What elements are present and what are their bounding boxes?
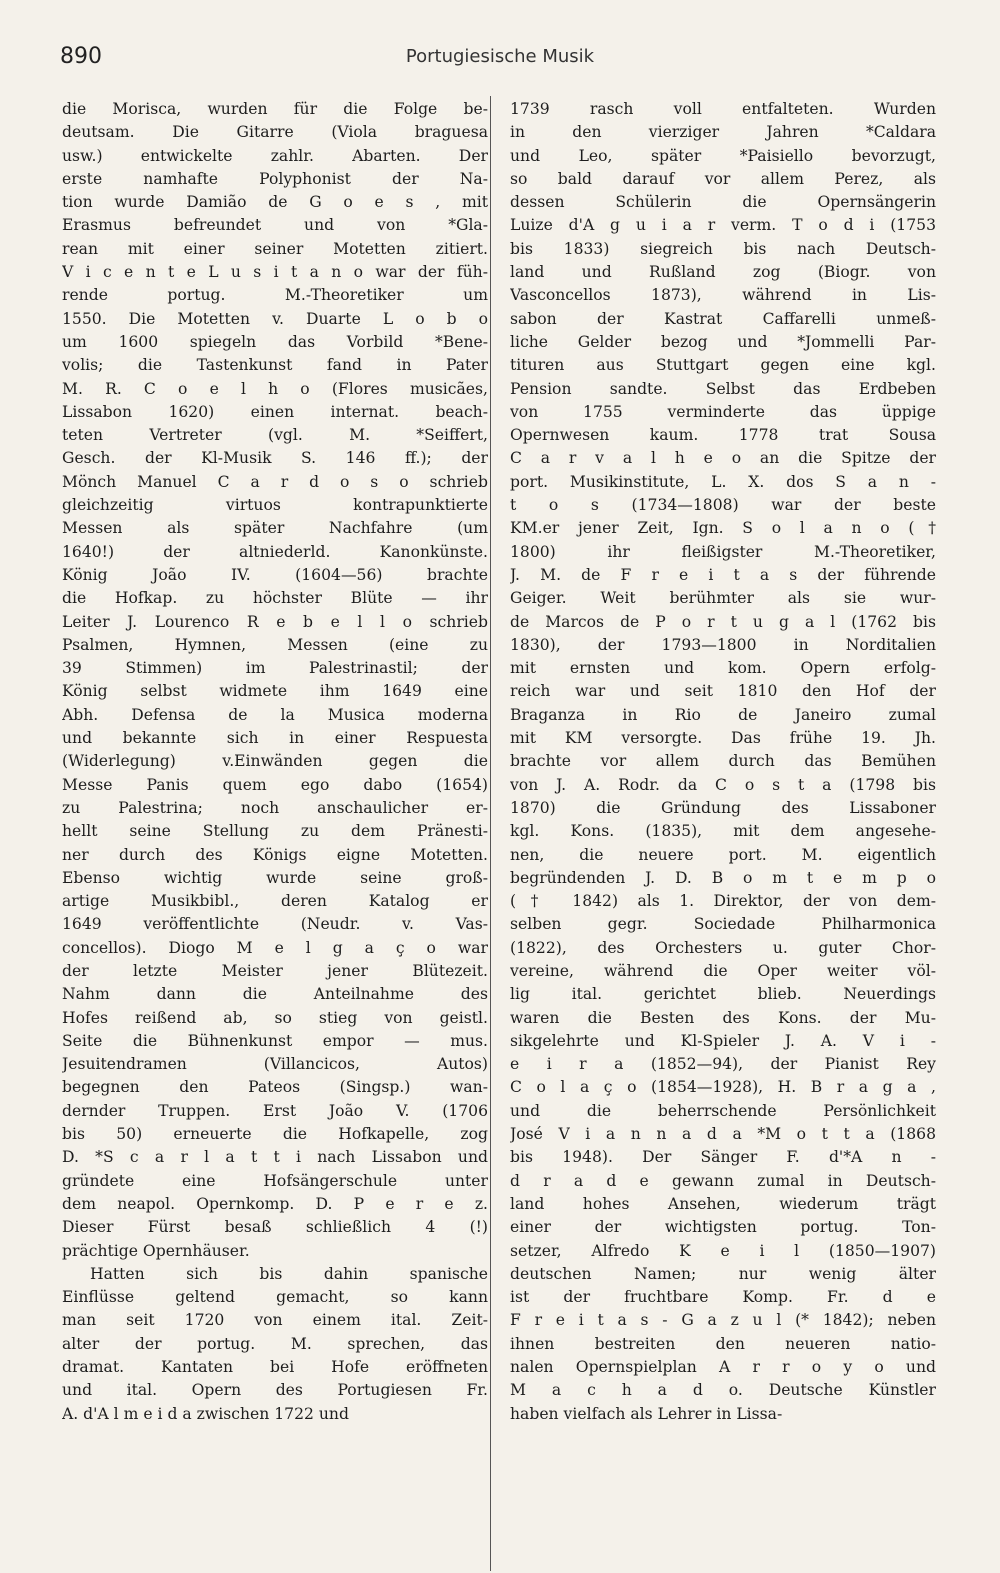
text-line: nalen Opernspielplan A r r o y o und: [510, 1358, 936, 1377]
text-line: brachte vor allem durch das Bemühen: [510, 752, 936, 771]
text-line: (1822), des Orchesters u. guter Chor-: [510, 938, 936, 957]
page-number: 890: [60, 44, 102, 69]
text-line: liche Gelder bezog und *Jommelli Par-: [510, 332, 936, 351]
text-line: († 1842) als 1. Direktor, der von dem-: [510, 892, 936, 911]
text-line: Gesch. der Kl-Musik S. 146 ff.); der: [62, 449, 488, 468]
text-line: 1640!) der altniederld. Kanonkünste.: [62, 542, 488, 561]
text-line: und ital. Opern des Portugiesen Fr.: [62, 1381, 488, 1400]
text-line: von J. A. Rodr. da C o s t a (1798 bis: [510, 775, 936, 794]
text-line: rean mit einer seiner Motetten zitiert.: [62, 239, 488, 258]
text-line: der letzte Meister jener Blütezeit.: [62, 961, 488, 980]
text-line: 1550. Die Motetten v. Duarte L o b o: [62, 309, 488, 328]
text-line: ner durch des Königs eigne Motetten.: [62, 845, 488, 864]
text-line: Hatten sich bis dahin spanische: [90, 1264, 488, 1283]
text-line: F r e i t a s - G a z u l (* 1842); neben: [510, 1311, 936, 1330]
text-line: 1800) ihr fleißigster M.-Theoretiker,: [510, 542, 936, 561]
text-line: einer der wichtigsten portug. Ton-: [510, 1218, 936, 1237]
text-line: hellt seine Stellung zu dem Pränesti-: [62, 822, 488, 841]
text-line: 1870) die Gründung des Lissaboner: [510, 798, 936, 817]
text-line: Pension sandte. Selbst das Erdbeben: [510, 379, 936, 398]
text-line: Hofes reißend ab, so stieg von geistl.: [62, 1008, 488, 1027]
text-line: C a r v a l h e o an die Spitze der: [510, 449, 936, 468]
text-line: und die beherrschende Persönlichkeit: [510, 1101, 936, 1120]
text-line: Dieser Fürst besaß schließlich 4 (!): [62, 1218, 488, 1237]
text-line: deutschen Namen; nur wenig älter: [510, 1264, 936, 1283]
text-line: sikgelehrte und Kl-Spieler J. A. V i -: [510, 1031, 936, 1050]
text-line: Lissabon 1620) einen internat. beach-: [62, 402, 488, 421]
text-line: tituren aus Stuttgart gegen eine kgl.: [510, 356, 936, 375]
text-line: begründenden J. D. B o m t e m p o: [510, 868, 936, 887]
text-line: lig ital. gerichtet blieb. Neuerdings: [510, 985, 936, 1004]
text-line: land hohes Ansehen, wiederum trägt: [510, 1194, 936, 1213]
text-line: Leiter J. Lourenco R e b e l l o schrieb: [62, 612, 488, 631]
text-line: in den vierziger Jahren *Caldara: [510, 123, 936, 142]
text-line: ist der fruchtbare Komp. Fr. d e: [510, 1288, 936, 1307]
text-line: sabon der Kastrat Caffarelli unmeß-: [510, 309, 936, 328]
text-line: alter der portug. M. sprechen, das: [62, 1334, 488, 1353]
text-line: zu Palestrina; noch anschaulicher er-: [62, 798, 488, 817]
text-line: und bekannte sich in einer Respuesta: [62, 729, 488, 748]
text-line: d r a d e gewann zumal in Deutsch-: [510, 1171, 936, 1190]
text-line: KM.er jener Zeit, Ign. S o l a n o (†: [510, 519, 936, 538]
text-line: gleichzeitig virtuos kontrapunktierte: [62, 496, 488, 515]
text-line: M a c h a d o. Deutsche Künstler: [510, 1381, 936, 1400]
text-line: vereine, während die Oper weiter völ-: [510, 961, 936, 980]
text-line: Erasmus befreundet und von *Gla-: [62, 216, 488, 235]
text-line: mit ernsten und kom. Opern erfolg-: [510, 659, 936, 678]
text-line: rende portug. M.-Theoretiker um: [62, 286, 488, 305]
text-line: 1649 veröffentlichte (Neudr. v. Vas-: [62, 915, 488, 934]
text-line: dem neapol. Opernkomp. D. P e r e z.: [62, 1194, 488, 1213]
text-line: (Widerlegung) v.Einwänden gegen die: [62, 752, 488, 771]
text-line: Opernwesen kaum. 1778 trat Sousa: [510, 426, 936, 445]
text-line: bis 1833) siegreich bis nach Deutsch-: [510, 239, 936, 258]
text-line: 1830), der 1793—1800 in Norditalien: [510, 635, 936, 654]
text-line: man seit 1720 von einem ital. Zeit-: [62, 1311, 488, 1330]
text-line: mit KM versorgte. Das frühe 19. Jh.: [510, 729, 936, 748]
text-line: A. d'A l m e i d a zwischen 1722 und: [62, 1404, 349, 1423]
text-line: von 1755 verminderte das üppige: [510, 402, 936, 421]
text-line: prächtige Opernhäuser.: [62, 1241, 250, 1260]
text-line: die Morisca, wurden für die Folge be-: [62, 100, 488, 118]
text-line: gründete eine Hofsängerschule unter: [62, 1171, 488, 1190]
text-line: deutsam. Die Gitarre (Viola braguesa: [62, 123, 488, 142]
text-line: Einflüsse geltend gemacht, so kann: [62, 1288, 488, 1307]
text-line: 39 Stimmen) im Palestrinastil; der: [62, 659, 488, 678]
text-line: J. M. de F r e i t a s der führende: [510, 565, 936, 584]
text-line: artige Musikbibl., deren Katalog er: [62, 892, 488, 911]
text-line: M. R. C o e l h o (Flores musicães,: [62, 379, 488, 398]
text-line: Messen als später Nachfahre (um: [62, 519, 488, 538]
text-line: D. *S c a r l a t t i nach Lissabon und: [62, 1148, 488, 1167]
text-column-left: [62, 98, 488, 1426]
text-line: V i c e n t e L u s i t a n o war der füh-: [62, 263, 488, 282]
text-line: begegnen den Pateos (Singsp.) wan-: [62, 1078, 488, 1097]
text-line: Jesuitendramen (Villancicos, Autos): [62, 1055, 488, 1074]
text-line: nen, die neuere port. M. eigentlich: [510, 845, 936, 864]
text-line: Vasconcellos 1873), während in Lis-: [510, 286, 936, 305]
text-line: erste namhafte Polyphonist der Na-: [62, 169, 488, 188]
text-line: C o l a ç o (1854—1928), H. B r a g a ,: [510, 1078, 936, 1097]
text-line: König João IV. (1604—56) brachte: [62, 565, 488, 584]
text-line: um 1600 spiegeln das Vorbild *Bene-: [62, 332, 488, 351]
text-line: und Leo, später *Paisiello bevorzugt,: [510, 146, 936, 165]
column-divider: [490, 96, 491, 1571]
text-line: Abh. Defensa de la Musica moderna: [62, 705, 488, 724]
text-line: Geiger. Weit berühmter als sie wur-: [510, 589, 936, 608]
text-line: reich war und seit 1810 den Hof der: [510, 682, 936, 701]
text-line: setzer, Alfredo K e i l (1850—1907): [510, 1241, 936, 1260]
text-line: 1739 rasch voll entfalteten. Wurden: [510, 100, 936, 118]
text-line: Ebenso wichtig wurde seine groß-: [62, 868, 488, 887]
text-line: t o s (1734—1808) war der beste: [510, 496, 936, 515]
text-line: bis 50) erneuerte die Hofkapelle, zog: [62, 1125, 488, 1144]
text-line: König selbst widmete ihm 1649 eine: [62, 682, 488, 701]
text-line: ihnen bestreiten den neueren natio-: [510, 1334, 936, 1353]
text-line: waren die Besten des Kons. der Mu-: [510, 1008, 936, 1027]
text-line: teten Vertreter (vgl. M. *Seiffert,: [62, 426, 488, 445]
text-line: Seite die Bühnenkunst empor — mus.: [62, 1031, 488, 1050]
text-line: e i r a (1852—94), der Pianist Rey: [510, 1055, 936, 1074]
text-line: dessen Schülerin die Opernsängerin: [510, 193, 936, 212]
text-line: die Hofkap. zu höchster Blüte — ihr: [62, 589, 488, 608]
text-line: Messe Panis quem ego dabo (1654): [62, 775, 488, 794]
text-line: dernder Truppen. Erst João V. (1706: [62, 1101, 488, 1120]
text-line: selben gegr. Sociedade Philharmonica: [510, 915, 936, 934]
text-line: tion wurde Damião de G o e s , mit: [62, 193, 488, 212]
text-line: port. Musikinstitute, L. X. dos S a n -: [510, 472, 936, 491]
text-line: de Marcos de P o r t u g a l (1762 bis: [510, 612, 936, 631]
text-line: dramat. Kantaten bei Hofe eröffneten: [62, 1358, 488, 1377]
text-line: Braganza in Rio de Janeiro zumal: [510, 705, 936, 724]
text-line: Psalmen, Hymnen, Messen (eine zu: [62, 635, 488, 654]
text-line: Luize d'A g u i a r verm. T o d i (1753: [510, 216, 936, 235]
text-line: so bald darauf vor allem Perez, als: [510, 169, 936, 188]
text-line: bis 1948). Der Sänger F. d'*A n -: [510, 1148, 936, 1167]
text-line: José V i a n n a d a *M o t t a (1868: [510, 1125, 936, 1144]
text-line: Nahm dann die Anteilnahme des: [62, 985, 488, 1004]
running-title: Portugiesische Musik: [405, 46, 595, 67]
text-line: Mönch Manuel C a r d o s o schrieb: [62, 472, 488, 491]
text-line: kgl. Kons. (1835), mit dem angesehe-: [510, 822, 936, 841]
text-line: concellos). Diogo M e l g a ç o war: [62, 938, 488, 957]
text-line: haben vielfach als Lehrer in Lissa-: [510, 1404, 783, 1423]
text-column-right: [510, 98, 936, 1426]
text-line: land und Rußland zog (Biogr. von: [510, 263, 936, 282]
text-line: usw.) entwickelte zahlr. Abarten. Der: [62, 146, 488, 165]
text-line: volis; die Tastenkunst fand in Pater: [62, 356, 488, 375]
